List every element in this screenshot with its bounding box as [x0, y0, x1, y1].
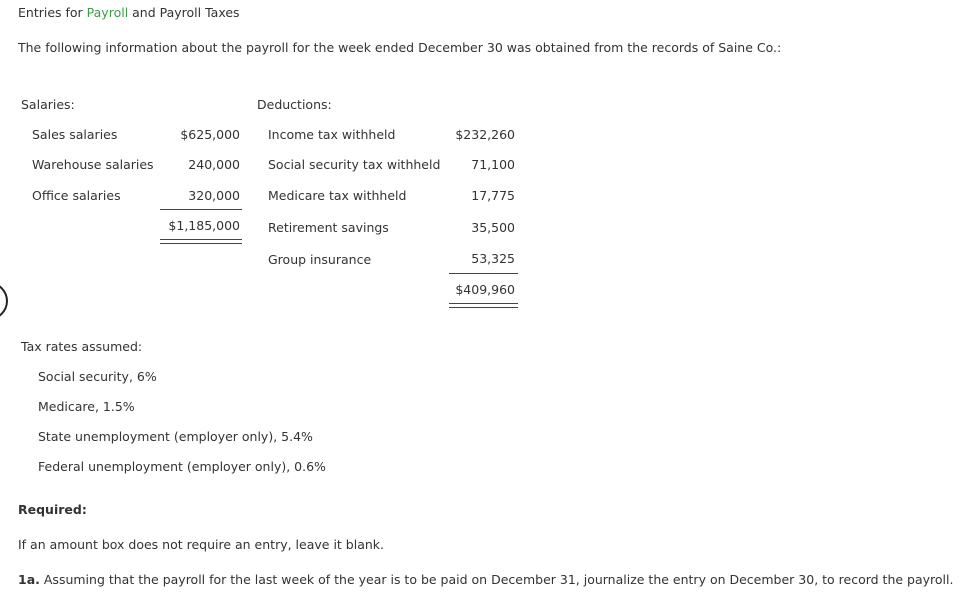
deduction-label-medicare: Medicare tax withheld: [268, 188, 407, 203]
deductions-heading: Deductions:: [257, 97, 332, 112]
tax-rates-heading: Tax rates assumed:: [21, 339, 143, 354]
deduction-amount-medicare: 17,775: [471, 188, 515, 203]
required-heading: Required:: [18, 502, 87, 517]
deduction-amount-income-tax: $232,260: [455, 127, 515, 142]
deduction-amount-group-insurance: 53,325: [471, 251, 515, 266]
required-note: If an amount box does not require an entry, leave it blank.: [18, 537, 384, 552]
salary-subtotal-rule: [160, 209, 242, 210]
deduction-total-double-rule: [449, 303, 518, 308]
salary-amount-office: 320,000: [188, 188, 240, 203]
question-1a-label: 1a.: [18, 572, 40, 587]
deduction-label-social-security: Social security tax withheld: [268, 157, 441, 172]
deduction-amount-social-security: 71,100: [471, 157, 515, 172]
salary-label-warehouse: Warehouse salaries: [32, 157, 154, 172]
title-suffix: and Payroll Taxes: [128, 5, 240, 20]
salary-amount-warehouse: 240,000: [188, 157, 240, 172]
deduction-amount-retirement: 35,500: [471, 220, 515, 235]
collapse-handle-icon[interactable]: [0, 282, 8, 320]
salary-label-sales: Sales salaries: [32, 127, 118, 142]
tax-rate-federal-unemployment: Federal unemployment (employer only), 0.6%: [38, 459, 326, 474]
page-title: [18, 5, 240, 21]
salary-amount-sales: $625,000: [180, 127, 240, 142]
question-1a-text: Assuming that the payroll for the last week of the year is to be paid on December 31, journalize the entry on December 30, to record the payroll.: [43, 572, 954, 587]
tax-rate-social-security: Social security, 6%: [38, 369, 157, 384]
salary-total: $1,185,000: [168, 218, 240, 233]
tax-rate-medicare: Medicare, 1.5%: [38, 399, 135, 414]
deduction-subtotal-rule: [449, 273, 518, 274]
question-1a: [18, 572, 953, 588]
payroll-link[interactable]: Payroll: [86, 5, 129, 20]
tax-rate-state-unemployment: State unemployment (employer only), 5.4%: [38, 429, 313, 444]
title-prefix: Entries for: [18, 5, 87, 20]
salary-label-office: Office salaries: [32, 188, 121, 203]
deduction-label-retirement: Retirement savings: [268, 220, 389, 235]
salaries-heading: Salaries:: [21, 97, 75, 112]
deduction-label-group-insurance: Group insurance: [268, 252, 372, 267]
deduction-total: $409,960: [455, 282, 515, 297]
salary-total-double-rule: [160, 239, 242, 244]
deduction-label-income-tax: Income tax withheld: [268, 127, 396, 142]
intro-text: The following information about the payroll for the week ended December 30 was obtained from the records of Saine Co.:: [18, 40, 782, 55]
